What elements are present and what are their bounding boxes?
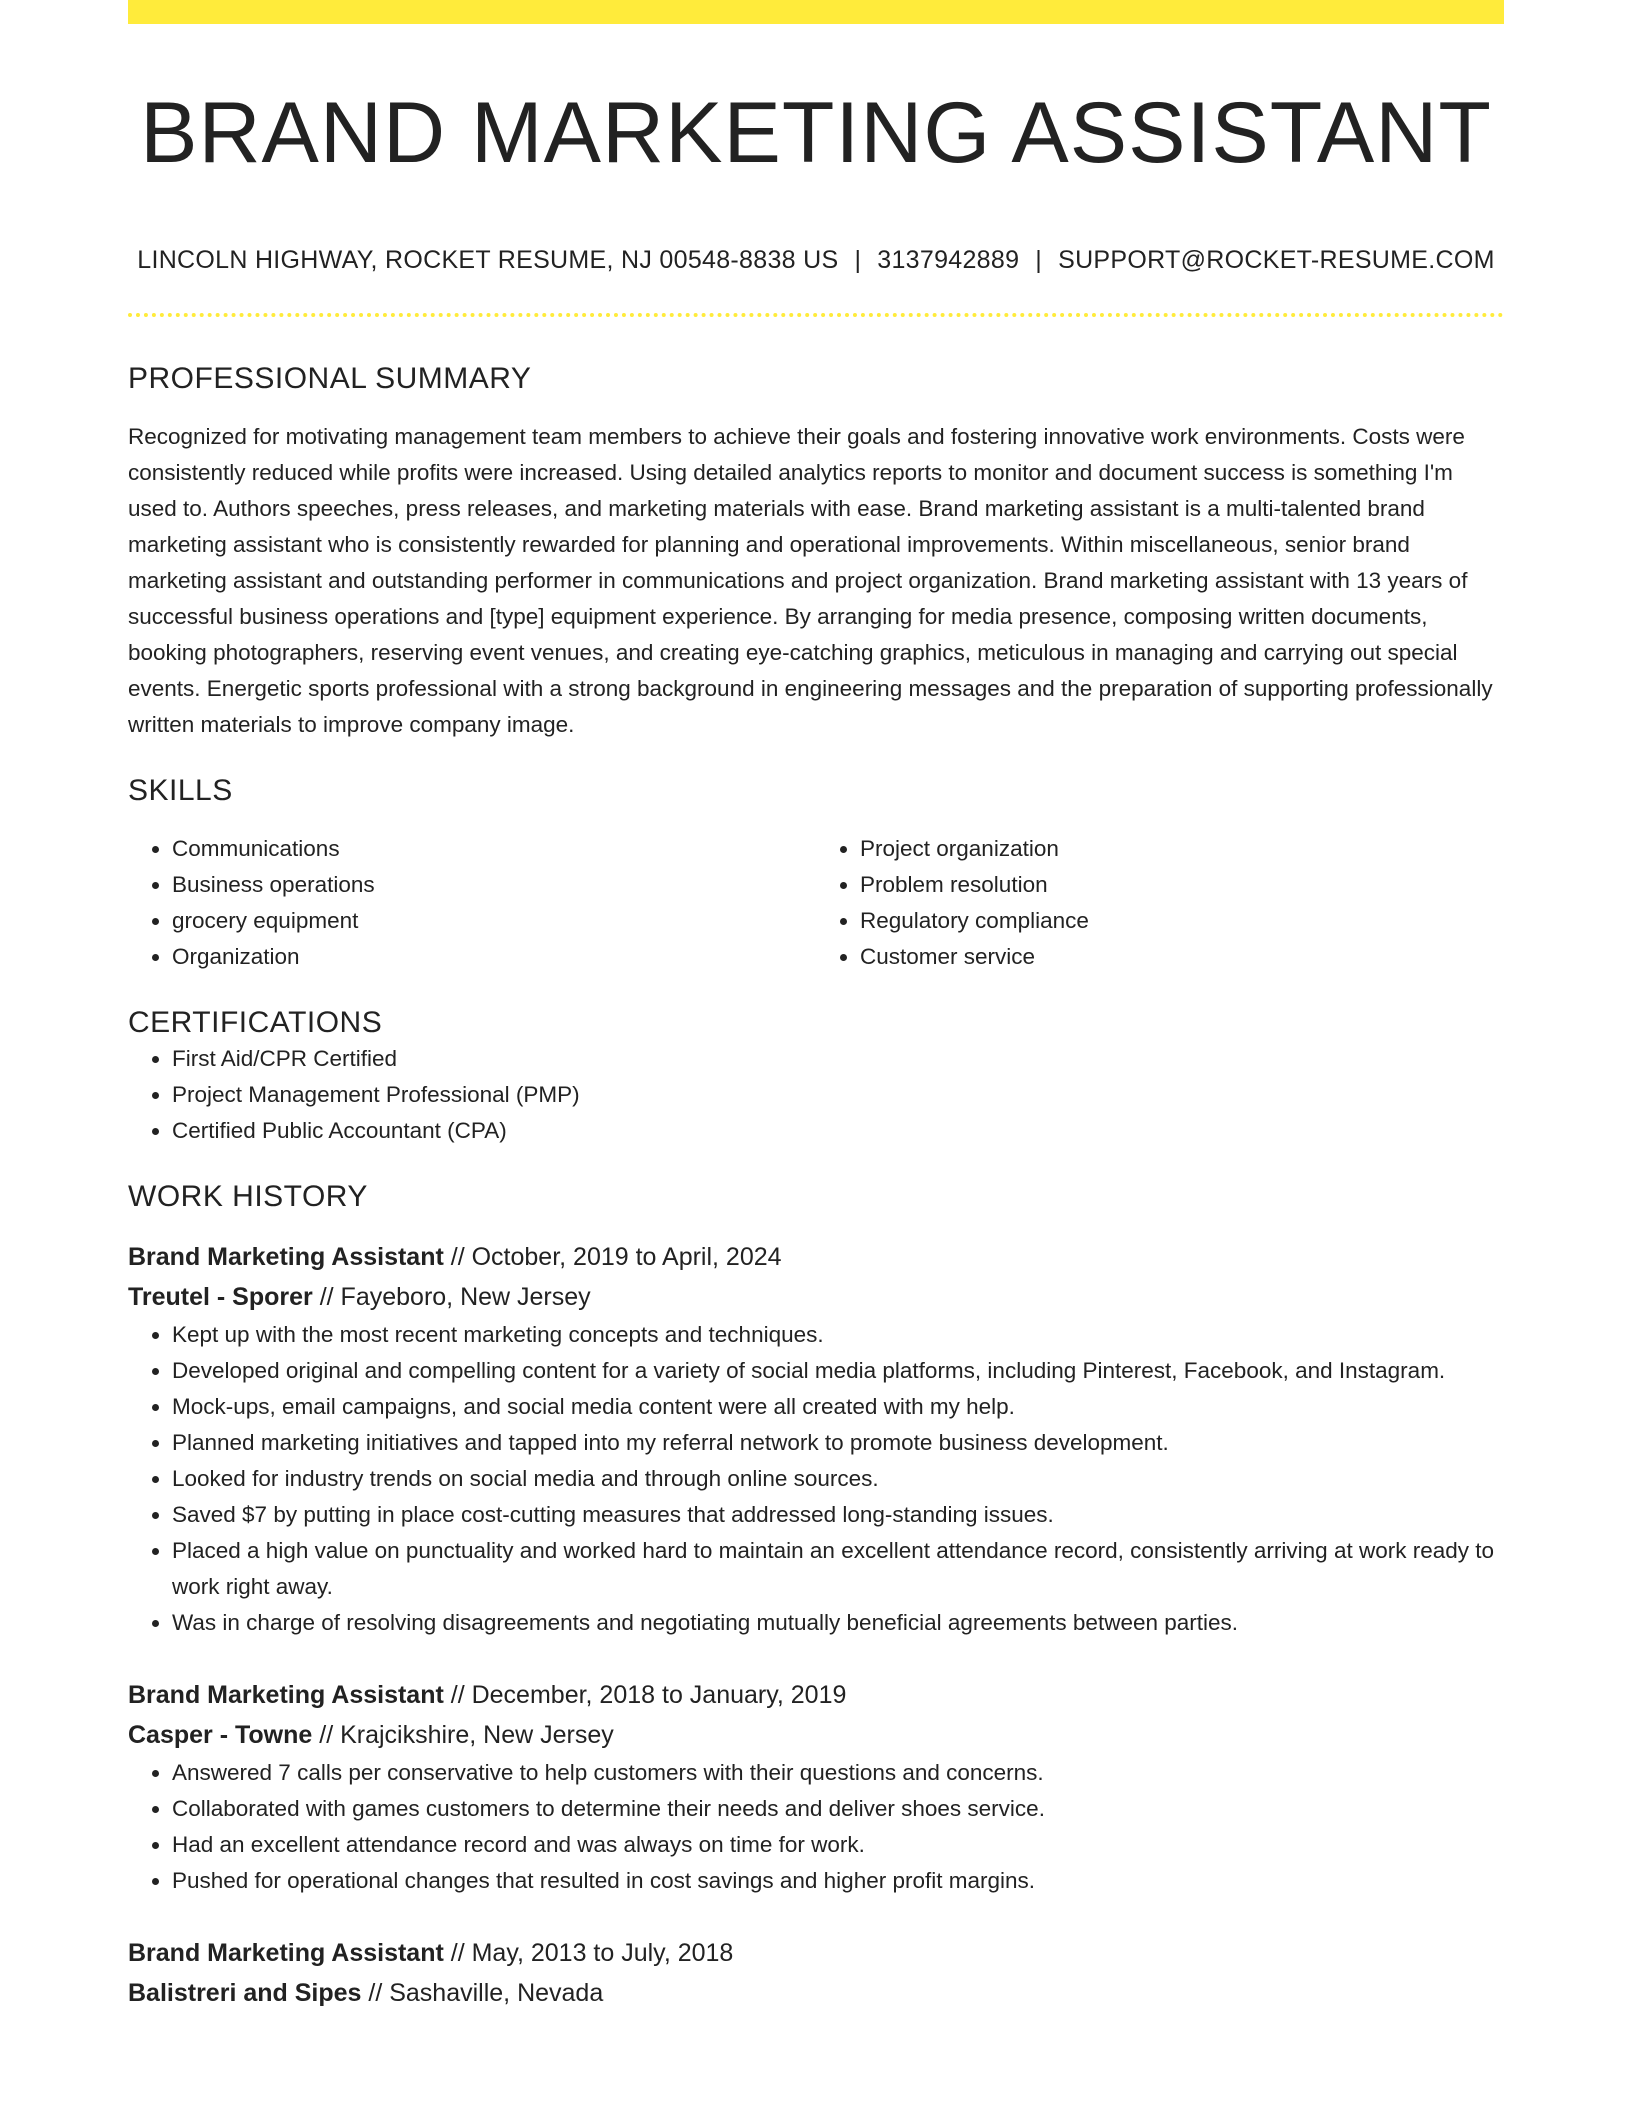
job-duty: • Answered 7 calls per conservative to help customers with their questions and concerns. xyxy=(172,1755,1504,1791)
skills-list-left xyxy=(128,831,816,975)
job-duties-list xyxy=(128,1755,1504,1899)
contact-address: LINCOLN HIGHWAY, ROCKET RESUME, NJ 00548-8838 US xyxy=(137,245,839,274)
job-entry xyxy=(128,1237,1504,1641)
job-dates: // October, 2019 to April, 2024 xyxy=(450,1242,782,1271)
job-duty: • Developed original and compelling content for a variety of social media platforms, including Pinterest, Facebook, and Instagram. xyxy=(172,1353,1504,1389)
certifications-heading: CERTIFICATIONS xyxy=(128,1005,383,1039)
job-title-line xyxy=(128,1675,1504,1715)
certifications-list xyxy=(128,1041,1504,1149)
job-title: Brand Marketing Assistant xyxy=(128,1242,444,1271)
skill-item: • Communications xyxy=(172,831,816,867)
skill-item: • Regulatory compliance xyxy=(860,903,1504,939)
summary-heading: PROFESSIONAL SUMMARY xyxy=(128,361,532,395)
job-company: Casper - Towne xyxy=(128,1720,313,1749)
contact-line xyxy=(128,245,1504,275)
job-title-line xyxy=(128,1933,1504,1973)
job-title: Brand Marketing Assistant xyxy=(128,1938,444,1967)
skill-item: • Organization xyxy=(172,939,816,975)
job-duty: • Had an excellent attendance record and was always on time for work. xyxy=(172,1827,1504,1863)
contact-email: SUPPORT@ROCKET-RESUME.COM xyxy=(1058,245,1495,274)
job-duty: • Saved $7 by putting in place cost-cutting measures that addressed long-standing issues. xyxy=(172,1497,1504,1533)
job-entry xyxy=(128,1933,1504,2013)
job-title-line xyxy=(128,1237,1504,1277)
job-title: Brand Marketing Assistant xyxy=(128,1680,444,1709)
job-location: // Sashaville, Nevada xyxy=(368,1978,604,2007)
job-company-line xyxy=(128,1715,1504,1755)
job-duties-list xyxy=(128,1317,1504,1641)
certification-item: • First Aid/CPR Certified xyxy=(172,1041,1504,1077)
skills-column-left xyxy=(128,831,816,975)
skill-item: • Customer service xyxy=(860,939,1504,975)
job-location: // Krajcikshire, New Jersey xyxy=(319,1720,614,1749)
job-company: Balistreri and Sipes xyxy=(128,1978,362,2007)
job-company-line xyxy=(128,1277,1504,1317)
certification-item: • Project Management Professional (PMP) xyxy=(172,1077,1504,1113)
dotted-divider xyxy=(128,313,1504,317)
job-duty: • Placed a high value on punctuality and worked hard to maintain an excellent attendance record, consistently arriving at work ready to work right away. xyxy=(172,1533,1504,1605)
skills-grid xyxy=(128,831,1504,975)
certification-item: • Certified Public Accountant (CPA) xyxy=(172,1113,1504,1149)
skills-column-right xyxy=(816,831,1504,975)
job-duty: • Was in charge of resolving disagreements and negotiating mutually beneficial agreements between parties. xyxy=(172,1605,1504,1641)
skill-item: • Business operations xyxy=(172,867,816,903)
job-duty: • Kept up with the most recent marketing concepts and techniques. xyxy=(172,1317,1504,1353)
skill-item: • Problem resolution xyxy=(860,867,1504,903)
job-duty: • Looked for industry trends on social media and through online sources. xyxy=(172,1461,1504,1497)
skill-item: • grocery equipment xyxy=(172,903,816,939)
contact-separator: | xyxy=(1035,245,1043,274)
job-duty: • Collaborated with games customers to determine their needs and deliver shoes service. xyxy=(172,1791,1504,1827)
job-location: // Fayeboro, New Jersey xyxy=(319,1282,591,1311)
resume-content xyxy=(128,24,1504,2013)
job-duty: • Mock-ups, email campaigns, and social media content were all created with my help. xyxy=(172,1389,1504,1425)
accent-top-bar xyxy=(128,0,1504,24)
job-dates: // May, 2013 to July, 2018 xyxy=(450,1938,734,1967)
job-duty: • Pushed for operational changes that resulted in cost savings and higher profit margins. xyxy=(172,1863,1504,1899)
job-company: Treutel - Sporer xyxy=(128,1282,313,1311)
job-entry xyxy=(128,1675,1504,1899)
summary-text: Recognized for motivating management team members to achieve their goals and fostering innovative work environments. Costs were consistently reduced while profits were increased. Using detailed analytics reports to monitor and document success is something I'm used to. Authors speeches, press releases, and marketing materials with ease. Brand marketing assistant is a multi-talented brand marketing assistant who is consistently rewarded for planning and operational improvements. Within miscellaneous, senior brand marketing assistant and outstanding performer in communications and project organization. Brand marketing assistant with 13 years of successful business operations and [type] equipment experience. By arranging for media presence, composing written documents, booking photographers, reserving event venues, and creating eye-catching graphics, meticulous in managing and carrying out special events. Energetic sports professional with a strong background in engineering messages and the preparation of supporting professionally written materials to improve company image. xyxy=(128,423,1493,737)
skills-heading: SKILLS xyxy=(128,773,233,807)
contact-phone: 3137942889 xyxy=(877,245,1020,274)
work-history-heading: WORK HISTORY xyxy=(128,1179,368,1213)
skills-list-right xyxy=(816,831,1504,975)
job-duty: • Planned marketing initiatives and tapped into my referral network to promote business development. xyxy=(172,1425,1504,1461)
contact-separator: | xyxy=(854,245,862,274)
resume-title: BRAND MARKETING ASSISTANT xyxy=(140,85,1492,181)
job-dates: // December, 2018 to January, 2019 xyxy=(450,1680,847,1709)
job-company-line xyxy=(128,1973,1504,2013)
skill-item: • Project organization xyxy=(860,831,1504,867)
